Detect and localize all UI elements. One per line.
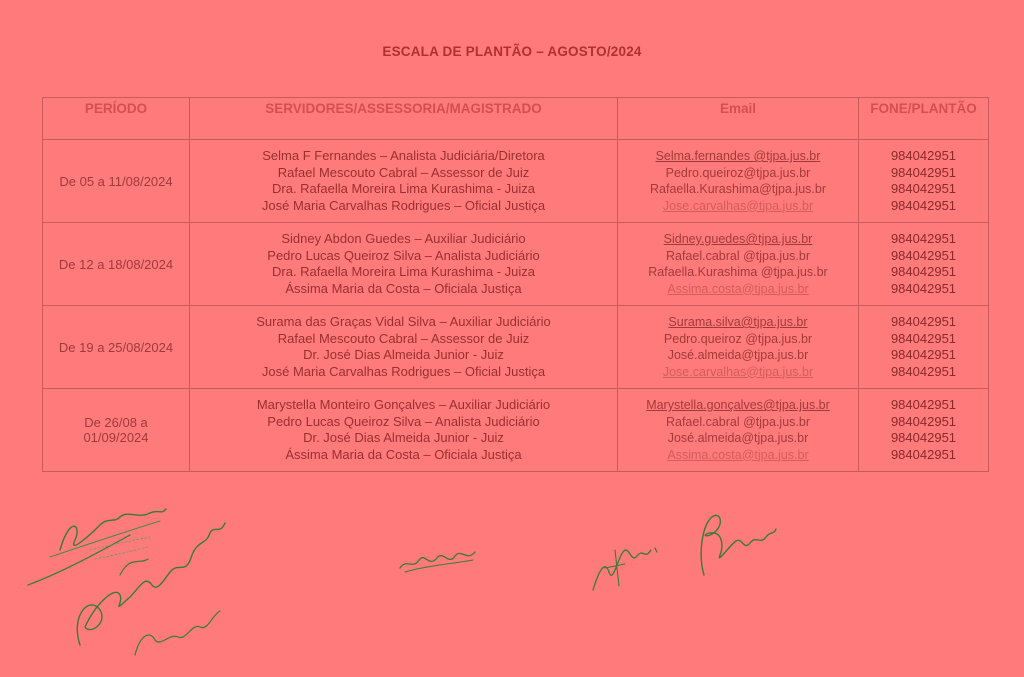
staff-name: Marystella Monteiro Gonçalves – Auxiliar Judiciário [256, 397, 551, 412]
email-link[interactable]: Jose.carvalhas@tjpa.jus.br [662, 364, 814, 379]
email-link[interactable]: Surama.silva@tjpa.jus.br [668, 315, 808, 329]
table-row [43, 140, 989, 223]
phone-number: 984042951 [890, 231, 957, 246]
phone-number: 984042951 [890, 347, 957, 362]
staff-name: Dra. Rafaella Moreira Lima Kurashima - Juiza [272, 264, 535, 279]
email-link[interactable]: Jose.carvalhas@tjpa.jus.br [662, 198, 814, 213]
email-link[interactable]: José.almeida@tjpa.jus.br [667, 431, 809, 445]
phone-number: 984042951 [890, 363, 957, 379]
phone-cell [859, 306, 989, 389]
staff-name: Pedro Lucas Queiroz Silva – Analista Judiciário [267, 413, 540, 429]
email-link[interactable]: Pedro.queiroz@tjpa.jus.br [665, 165, 811, 180]
phone-number: 984042951 [890, 314, 957, 329]
phone-number: 984042951 [890, 446, 957, 462]
email-link[interactable]: Rafaella.Kurashima@tjpa.jus.br [650, 182, 826, 196]
phone-number: 984042951 [890, 148, 957, 163]
staff-cell [190, 306, 618, 389]
email-link[interactable]: Rafaella.Kurashima @tjpa.jus.br [648, 265, 828, 279]
period-cell: De 05 a 11/08/2024 [43, 140, 190, 223]
staff-name: Rafael Mescouto Cabral – Assessor de Juiz [277, 164, 530, 180]
table-header-row [43, 98, 989, 140]
header-phone: FONE/PLANTÃO [859, 98, 989, 140]
table-row [43, 223, 989, 306]
staff-name: Surama das Graças Vidal Silva – Auxiliar Judiciário [256, 314, 551, 329]
period-cell: De 26/08 a 01/09/2024 [43, 389, 190, 472]
signature-right [690, 505, 780, 585]
email-cell [618, 223, 859, 306]
email-cell [618, 389, 859, 472]
signature-center-right [585, 530, 665, 600]
staff-cell [190, 389, 618, 472]
phone-number: 984042951 [890, 164, 957, 180]
staff-name: Ássima Maria da Costa – Oficiala Justiça [285, 446, 522, 462]
table-row [43, 389, 989, 472]
phone-number: 984042951 [890, 413, 957, 429]
staff-name: Dr. José Dias Almeida Junior - Juiz [303, 430, 504, 445]
signature-left-lower [60, 515, 250, 665]
email-link[interactable]: Selma.fernandes @tjpa.jus.br [655, 149, 821, 163]
staff-name: Pedro Lucas Queiroz Silva – Analista Judiciário [267, 247, 540, 263]
staff-cell [190, 223, 618, 306]
email-cell [618, 140, 859, 223]
email-link[interactable]: Marystella.gonçalves@tjpa.jus.br [646, 398, 830, 412]
staff-name: Sidney Abdon Guedes – Auxiliar Judiciário [281, 231, 526, 246]
phone-cell [859, 223, 989, 306]
signature-center-left [395, 540, 485, 580]
phone-number: 984042951 [890, 181, 957, 196]
email-link[interactable]: Pedro.queiroz @tjpa.jus.br [663, 331, 813, 346]
document-title: ESCALA DE PLANTÃO – AGOSTO/2024 [382, 44, 642, 59]
phone-number: 984042951 [890, 330, 957, 346]
header-period: PERÍODO [43, 98, 190, 140]
staff-name: Dra. Rafaella Moreira Lima Kurashima - Juiza [272, 181, 535, 196]
phone-cell [859, 140, 989, 223]
phone-number: 984042951 [890, 264, 957, 279]
period-cell: De 19 a 25/08/2024 [43, 306, 190, 389]
email-link[interactable]: José.almeida@tjpa.jus.br [667, 348, 809, 362]
email-link[interactable]: Rafael.cabral @tjpa.jus.br [665, 414, 810, 429]
table-row [43, 306, 989, 389]
phone-number: 984042951 [890, 397, 957, 412]
staff-name: José Maria Carvalhas Rodrigues – Oficial Justiça [261, 197, 546, 213]
phone-number: 984042951 [890, 197, 957, 213]
period-cell: De 12 a 18/08/2024 [43, 223, 190, 306]
phone-cell [859, 389, 989, 472]
duty-schedule-table [42, 97, 989, 472]
header-staff: SERVIDORES/ASSESSORIA/MAGISTRADO [190, 98, 618, 140]
email-cell [618, 306, 859, 389]
staff-name: Ássima Maria da Costa – Oficiala Justiça [285, 280, 522, 296]
email-link[interactable]: Assima.costa@tjpa.jus.br [667, 281, 809, 296]
staff-name: Selma F Fernandes – Analista Judiciária/Diretora [262, 148, 545, 163]
email-link[interactable]: Sidney.guedes@tjpa.jus.br [663, 232, 813, 246]
email-link[interactable]: Rafael.cabral @tjpa.jus.br [665, 248, 810, 263]
phone-number: 984042951 [890, 247, 957, 263]
header-email: Email [618, 98, 859, 140]
staff-cell [190, 140, 618, 223]
staff-name: Rafael Mescouto Cabral – Assessor de Juiz [277, 330, 530, 346]
email-link[interactable]: Assima.costa@tjpa.jus.br [667, 447, 809, 462]
staff-name: José Maria Carvalhas Rodrigues – Oficial Justiça [261, 363, 546, 379]
phone-number: 984042951 [890, 280, 957, 296]
phone-number: 984042951 [890, 430, 957, 445]
staff-name: Dr. José Dias Almeida Junior - Juiz [303, 347, 504, 362]
